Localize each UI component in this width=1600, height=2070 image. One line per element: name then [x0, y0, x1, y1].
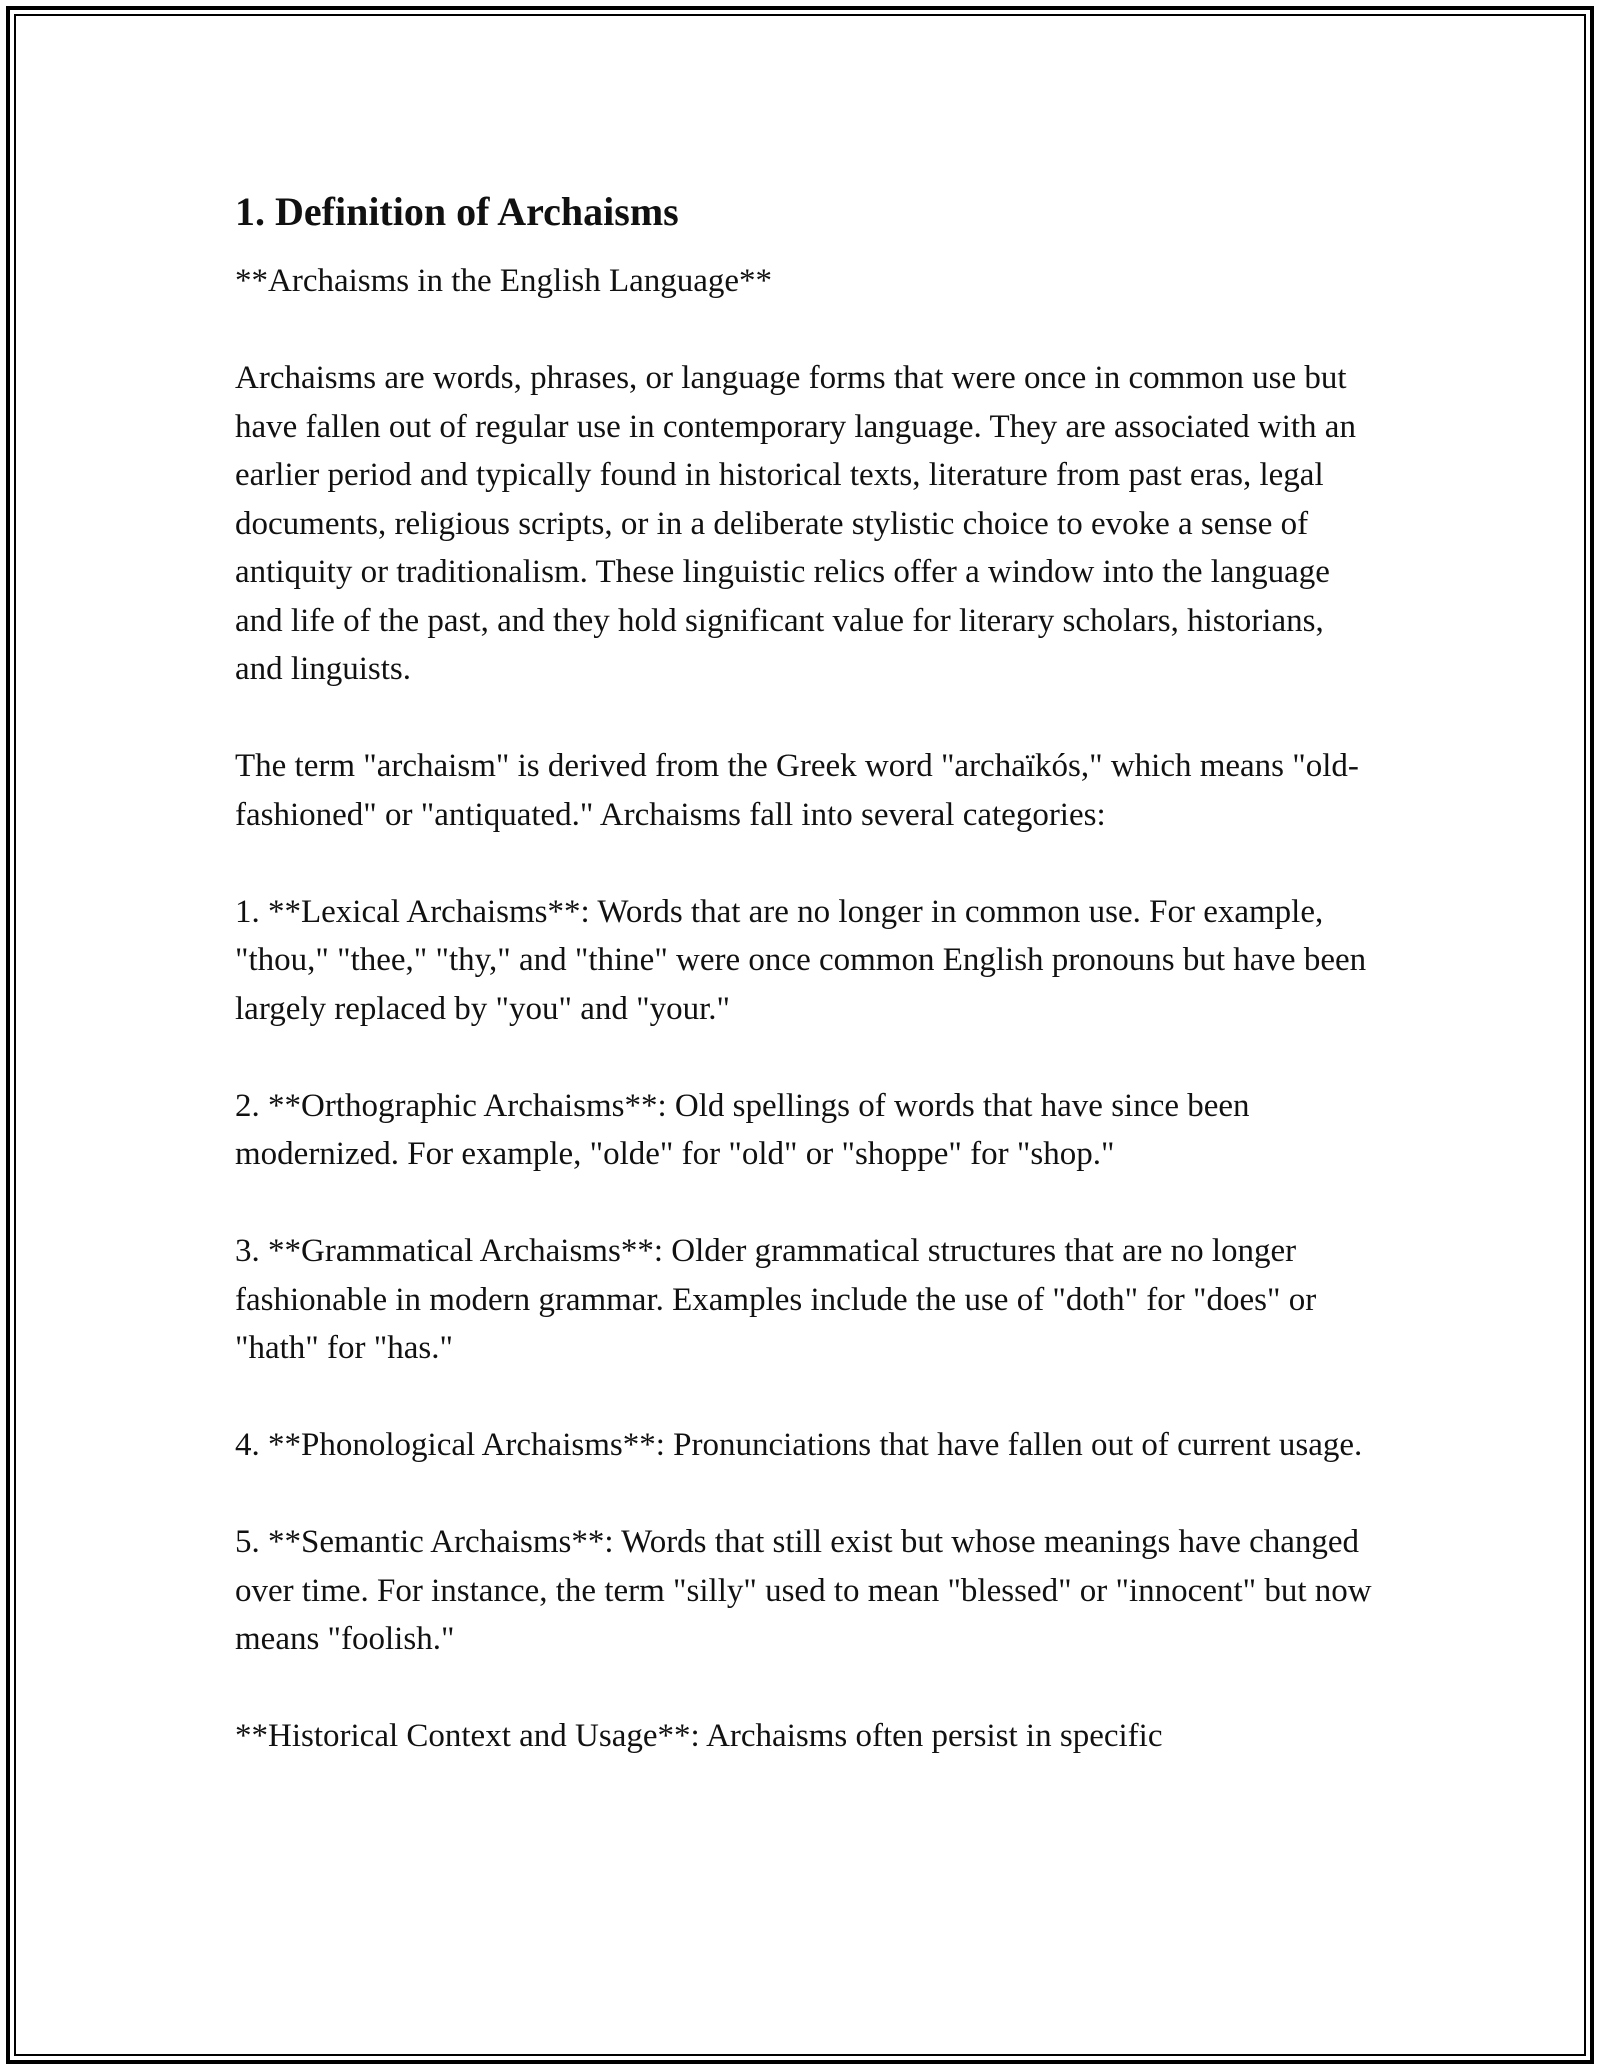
list-item-grammatical: 3. **Grammatical Archaisms**: Older grammatical structures that are no longer fashionable in modern grammar. Examples include the use of "doth" for "does" or "hath" for "has."	[235, 1233, 1317, 1366]
list-item-semantic: 5. **Semantic Archaisms**: Words that still exist but whose meanings have changed over time. For instance, the term "silly" used to mean "blessed" or "innocent" but now means "foolish."	[235, 1524, 1372, 1657]
document-subtitle: **Archaisms in the English Language**	[235, 263, 773, 299]
paragraph-etymology: The term "archaism" is derived from the Greek word "archaïkós," which means "old-fashioned" or "antiquated." Archaisms fall into several categories:	[235, 748, 1359, 833]
document-body	[235, 185, 1375, 1809]
list-item-phonological: 4. **Phonological Archaisms**: Pronunciations that have fallen out of current usage.	[235, 1427, 1363, 1463]
paragraph-historical-context: **Historical Context and Usage**: Archaisms often persist in specific	[235, 1718, 1163, 1754]
list-item-orthographic: 2. **Orthographic Archaisms**: Old spellings of words that have since been modernized. For example, "olde" for "old" or "shoppe" for "shop."	[235, 1087, 1250, 1172]
list-item-lexical: 1. **Lexical Archaisms**: Words that are no longer in common use. For example, "thou," "thee," "thy," and "thine" were once common English pronouns but have been largely replaced by "you" and "your."	[235, 893, 1367, 1027]
section-heading: 1. Definition of Archaisms	[235, 189, 679, 234]
paragraph-definition: Archaisms are words, phrases, or language forms that were once in common use but have fallen out of regular use in contemporary language. They are associated with an earlier period and typically found in historical texts, literature from past eras, legal documents, religious scripts, or in a deliberate stylistic choice to evoke a sense of antiquity or traditionalism. These linguistic relics offer a window into the language and life of the past, and they hold significant value for literary scholars, historians, and linguists.	[235, 360, 1356, 687]
